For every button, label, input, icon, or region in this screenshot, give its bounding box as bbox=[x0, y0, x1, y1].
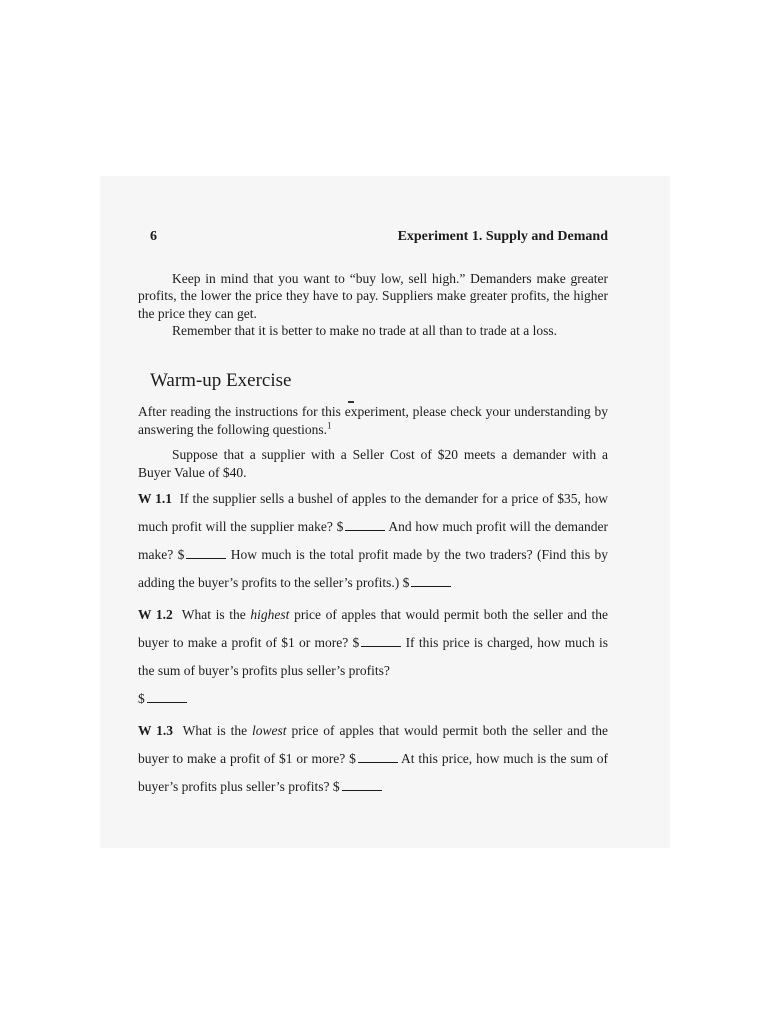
answer-blank[interactable] bbox=[147, 692, 187, 703]
question-text: How much is the total profit made by the two traders? (Find this by adding the buyer’s profits to the seller’s profits.) $ bbox=[138, 547, 609, 590]
question-text: At this price, how much is the sum of buyer’s profits plus seller’s profits? $ bbox=[138, 751, 608, 794]
section-lead bbox=[138, 403, 608, 438]
question-text: If this price is charged, how much is the sum of buyer’s profits plus seller’s profits? bbox=[138, 635, 608, 678]
page-number: 6 bbox=[150, 229, 157, 244]
lead-text: After reading the instructions for this experiment, please check your understanding by answering the following questions. bbox=[138, 404, 608, 437]
question-w1-2 bbox=[138, 601, 608, 713]
question-text: And how much profit will the demander make? $ bbox=[138, 519, 608, 562]
question-text: price of apples that would permit both the seller and the buyer to make a profit of $1 or more? $ bbox=[138, 723, 609, 766]
answer-blank[interactable] bbox=[411, 576, 451, 587]
footnote-marker: 1 bbox=[326, 420, 332, 430]
running-title: Experiment 1. Supply and Demand bbox=[397, 229, 608, 244]
question-label: W 1.3 bbox=[138, 723, 174, 738]
document-page bbox=[138, 228, 608, 801]
intro-paragraph: Keep in mind that you want to “buy low, sell high.” Demanders make greater profits, the lower the price they have to pay. Suppliers make greater profits, the higher the price they can get. bbox=[138, 270, 608, 321]
setup-paragraph: Suppose that a supplier with a Seller Cost of $20 meets a demander with a Buyer Value of $40. bbox=[138, 447, 608, 480]
question-label: W 1.1 bbox=[138, 491, 172, 506]
question-text: If the supplier sells a bushel of apples to the demander for a price of $35, how much profit will the supplier make? $ bbox=[138, 491, 608, 534]
answer-blank[interactable] bbox=[345, 520, 385, 531]
running-header bbox=[138, 228, 608, 246]
question-text: price of apples that would permit both the seller and the buyer to make a profit of $1 or more? $ bbox=[138, 607, 609, 650]
question-w1-3 bbox=[138, 717, 608, 801]
answer-blank[interactable] bbox=[361, 636, 401, 647]
question-label: W 1.2 bbox=[138, 607, 173, 622]
question-w1-1 bbox=[138, 485, 608, 597]
intro-paragraph-2: Remember that it is better to make no trade at all than to trade at a loss. bbox=[172, 323, 558, 338]
answer-blank[interactable] bbox=[186, 548, 226, 559]
dollar-sign: $ bbox=[138, 691, 145, 706]
question-text: What is the bbox=[182, 723, 248, 738]
emphasis-text: lowest bbox=[252, 723, 287, 738]
answer-blank[interactable] bbox=[342, 780, 382, 791]
answer-blank[interactable] bbox=[358, 752, 398, 763]
section-title: Warm-up Exercise bbox=[150, 369, 292, 391]
emphasis-text: highest bbox=[250, 607, 290, 622]
question-text: What is the bbox=[181, 607, 246, 622]
